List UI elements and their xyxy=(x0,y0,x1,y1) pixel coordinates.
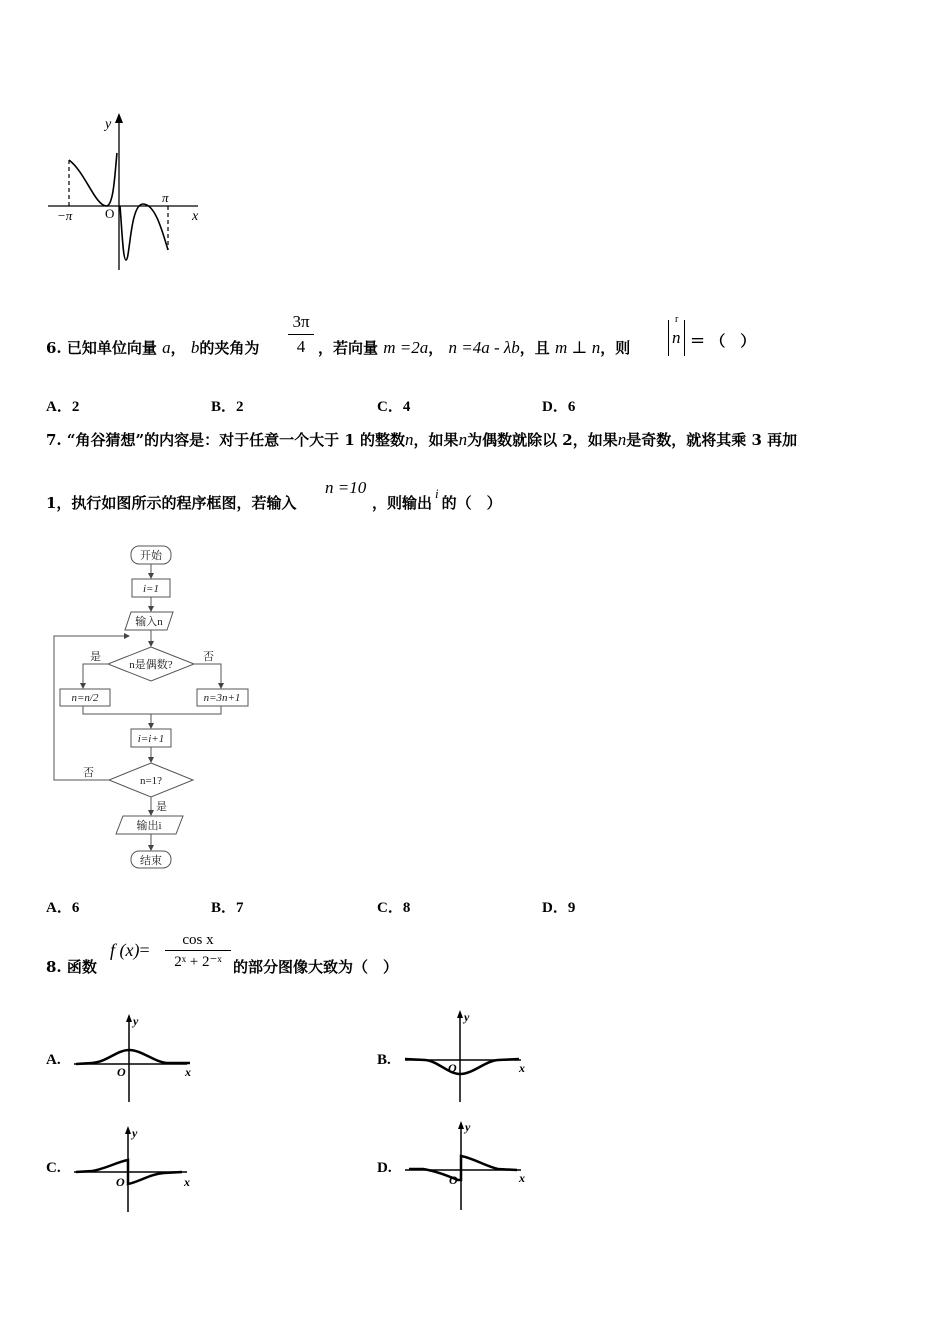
pi-label: π xyxy=(162,190,169,205)
q7-input-value: n =10 xyxy=(325,478,367,497)
q7-text1b: ，如果 xyxy=(413,431,459,449)
flow-decision1-label: n是偶数? xyxy=(129,659,173,671)
q6-question-cont xyxy=(318,337,630,358)
q6-frac-den: 4 xyxy=(296,337,306,356)
q8-number: 8. xyxy=(46,958,62,976)
q8-option-d[interactable]: D. xyxy=(377,1160,392,1176)
q6-option-d[interactable]: D．6 xyxy=(542,399,576,415)
q8-text1: 函数 xyxy=(66,958,97,976)
q7-text1a: “角谷猜想”的内容是：对于任意一个大于 1 的整数 xyxy=(66,431,406,449)
q8-graph-b[interactable] xyxy=(403,1008,533,1104)
axis-x-a: x xyxy=(185,1065,191,1079)
curve-c xyxy=(76,1160,182,1184)
q7-line2-cont xyxy=(372,486,502,513)
q6-sep: ， xyxy=(170,339,186,357)
flow-even-label: n=n/2 xyxy=(71,692,99,704)
q6-perp: m ⊥ n xyxy=(555,338,601,357)
flow-decision2-label: n=1? xyxy=(139,775,163,787)
x-label: x xyxy=(192,209,199,224)
curve-left xyxy=(69,153,117,206)
origin-b: O xyxy=(448,1061,457,1075)
q7-text1d: 是奇数，就将其乘 3 再加 xyxy=(626,431,798,449)
q7-option-c[interactable]: C．8 xyxy=(377,900,411,916)
q7-text2c: 的（ ） xyxy=(441,494,502,512)
q8-option-b[interactable]: B. xyxy=(377,1052,391,1068)
q7-flowchart xyxy=(45,540,265,875)
q6-var-a: a xyxy=(162,338,171,357)
q7-line1 xyxy=(46,429,797,450)
q8-frac-den: 2ˣ + 2⁻ˣ xyxy=(174,954,222,970)
origin-d: O xyxy=(449,1173,458,1187)
q7-option-b[interactable]: B．7 xyxy=(211,900,244,916)
curve-d xyxy=(409,1156,517,1180)
q8-question-cont xyxy=(233,956,398,977)
q6-m-eq: m =2a xyxy=(383,338,429,357)
q8-fx xyxy=(110,940,150,961)
q8-fx-label: f (x) xyxy=(110,940,140,960)
axis-x-d: x xyxy=(519,1171,525,1185)
axis-y-a: y xyxy=(133,1014,139,1028)
q6-paren: （ ） xyxy=(710,332,756,350)
q7-n2: n xyxy=(458,430,468,449)
q5-graph xyxy=(40,110,230,275)
q6-question xyxy=(46,337,259,358)
q7-option-d[interactable]: D．9 xyxy=(542,900,576,916)
curve-b xyxy=(405,1059,519,1074)
q6-text1: 已知单位向量 xyxy=(66,339,157,357)
axis-x-c: x xyxy=(184,1175,190,1189)
axis-y-d: y xyxy=(465,1120,471,1134)
axis-y-b: y xyxy=(464,1010,470,1024)
q8-frac-num: cos x xyxy=(182,932,214,948)
q8-text2: 的部分图像大致为（ ） xyxy=(233,958,399,976)
flow-no-label: 否 xyxy=(203,651,214,663)
q8-graph-c[interactable] xyxy=(72,1124,202,1214)
flow-start-label: 开始 xyxy=(140,550,162,562)
q6-equals: = xyxy=(690,330,706,351)
q6-text3: ，若向量 xyxy=(318,339,379,357)
q6-tail xyxy=(690,330,755,351)
q6-option-c[interactable]: C．4 xyxy=(377,399,411,415)
q7-line2 xyxy=(46,492,296,513)
y-label: y xyxy=(105,117,112,132)
origin-c: O xyxy=(116,1175,125,1189)
q8-graph-d[interactable] xyxy=(403,1118,533,1212)
q6-frac-num: 3π xyxy=(292,312,310,331)
q6-abs-n xyxy=(668,314,685,356)
q7-var-i: i xyxy=(435,486,439,501)
q6-vector-mark: r xyxy=(675,314,679,325)
neg-pi-label: −π xyxy=(57,208,73,223)
q6-angle-fraction xyxy=(288,312,314,357)
flow-output-label: 输出i xyxy=(136,820,162,832)
q6-n-eq: n =4a - λb xyxy=(448,338,520,357)
flow-init-label: i=1 xyxy=(143,583,159,595)
q7-n3: n xyxy=(617,430,627,449)
q6-number: 6. xyxy=(46,339,62,357)
origin-label: O xyxy=(105,206,115,221)
flow-yes-label: 是 xyxy=(90,651,101,663)
q7-text2a: 1，执行如图所示的程序框图，若输入 xyxy=(46,494,297,512)
q6-text5: ，则 xyxy=(600,339,631,357)
q6-var-b: b xyxy=(190,338,200,357)
q8-option-a[interactable]: A. xyxy=(46,1052,61,1068)
q6-text2: 的夹角为 xyxy=(199,339,260,357)
flow-odd-label: n=3n+1 xyxy=(203,692,241,704)
flow-yes2-label: 是 xyxy=(156,801,167,813)
curve-right xyxy=(120,204,168,260)
q6-abs-n-var: n xyxy=(672,328,681,347)
q6-option-b[interactable]: B．2 xyxy=(211,399,244,415)
flow-no2-label: 否 xyxy=(83,767,94,779)
flow-end-label: 结束 xyxy=(140,855,162,867)
q7-n1: n xyxy=(405,430,414,449)
q7-number: 7. xyxy=(46,431,62,449)
q8-option-c[interactable]: C. xyxy=(46,1160,61,1176)
q8-eq: = xyxy=(139,940,150,960)
axis-x-b: x xyxy=(519,1061,525,1075)
flow-input-label: 输入n xyxy=(135,616,163,628)
q6-sep2: ， xyxy=(428,339,444,357)
q6-option-a[interactable]: A．2 xyxy=(46,399,80,415)
q8-graph-a[interactable] xyxy=(72,1012,202,1104)
q8-fraction xyxy=(165,932,231,971)
q7-text1c: 为偶数就除以 2，如果 xyxy=(467,431,618,449)
axis-y-c: y xyxy=(132,1126,138,1140)
q6-text4: ，且 xyxy=(519,339,550,357)
flow-inc-label: i=i+1 xyxy=(137,733,165,745)
q7-text2b: ，则输出 xyxy=(372,494,433,512)
origin-a: O xyxy=(117,1065,126,1079)
q8-question xyxy=(46,956,97,977)
y-axis-arrow xyxy=(115,113,123,123)
curve-a xyxy=(76,1050,190,1064)
q7-option-a[interactable]: A．6 xyxy=(46,900,80,916)
